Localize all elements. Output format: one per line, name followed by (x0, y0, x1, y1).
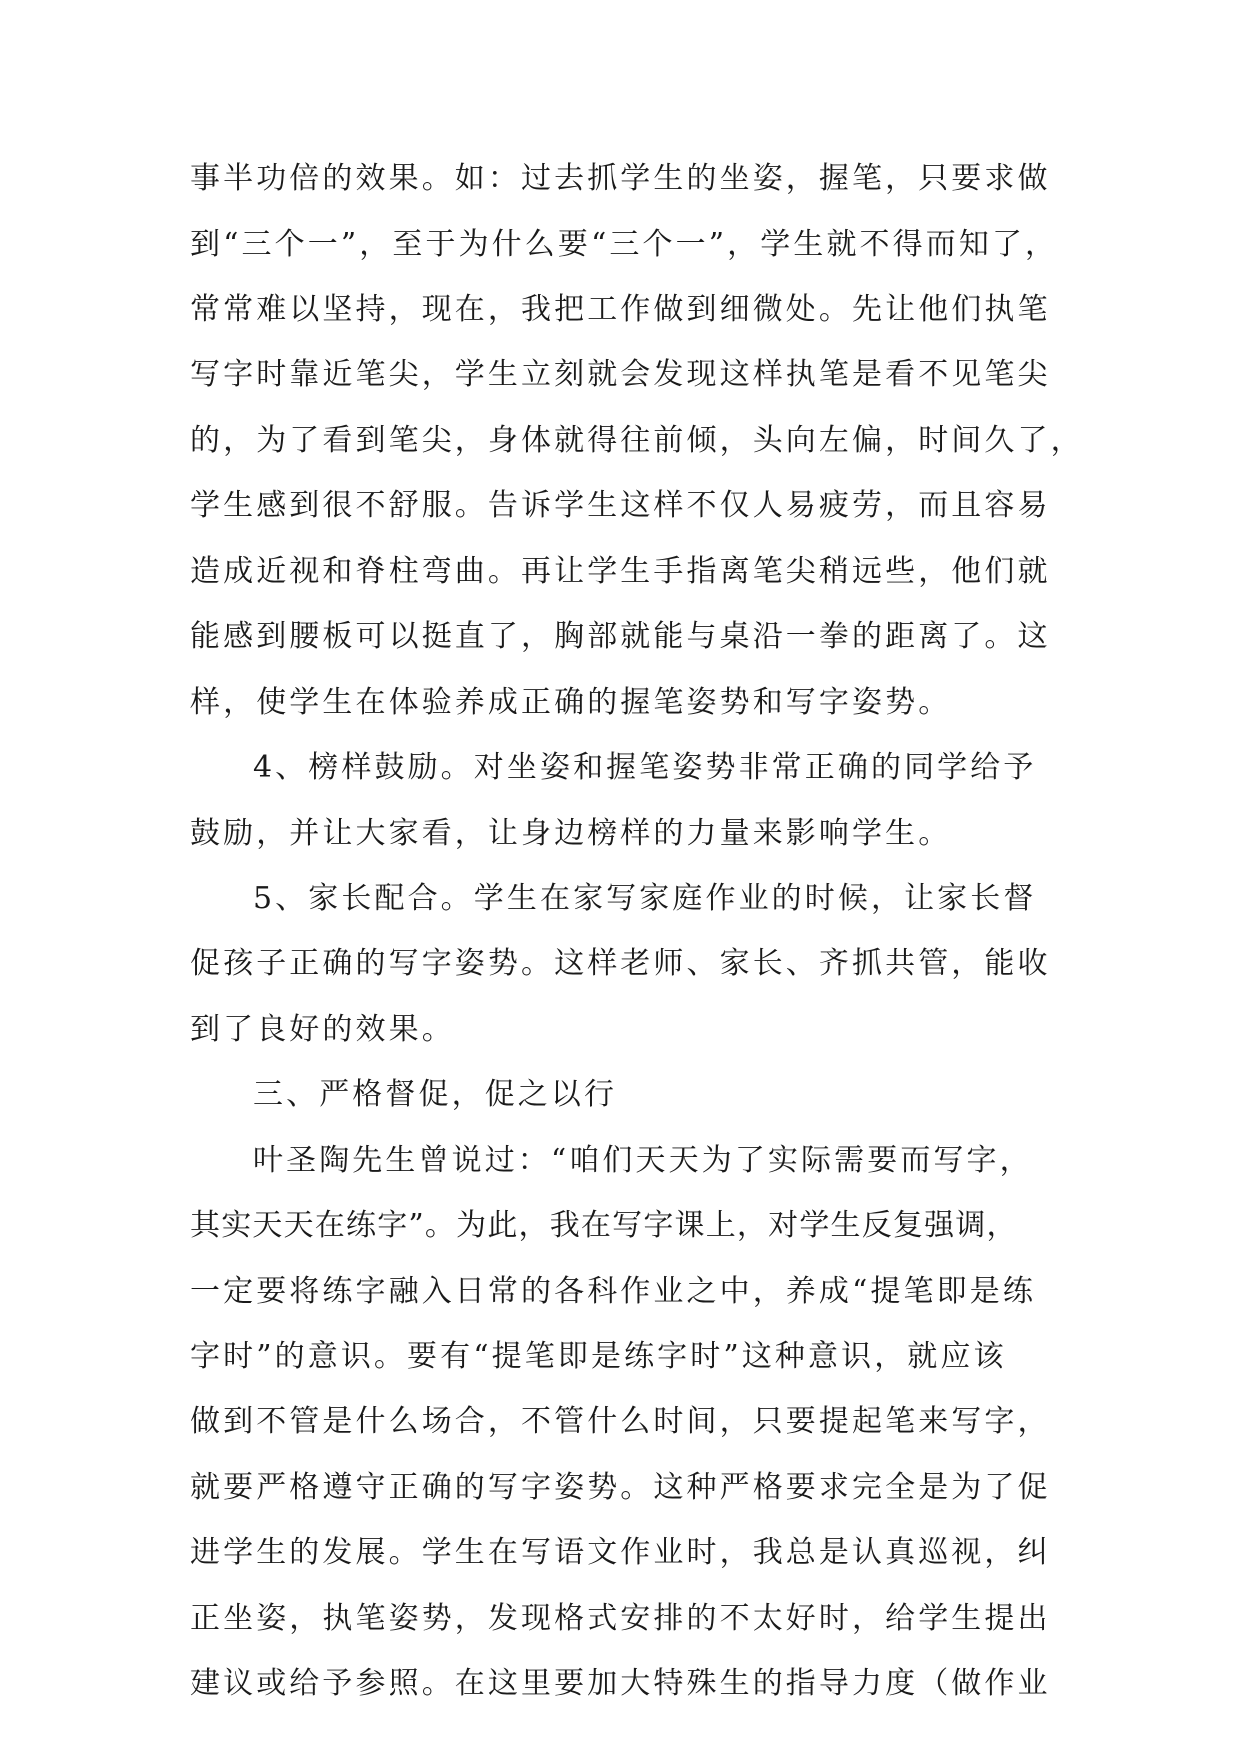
section-heading: 三、严格督促，促之以行 (253, 1077, 618, 1112)
text-line: 造成近视和脊柱弯曲。再让学生手指离笔尖稍远些，他们就 (190, 554, 1051, 589)
text-line: 建议或给予参照。在这里要加大特殊生的指导力度（做作业 (190, 1666, 1051, 1701)
text-line: 其实天天在练字”。为此，我在写字课上，对学生反复强调， (190, 1208, 1018, 1243)
text-line: 到“三个一”，至于为什么要“三个一”，学生就不得而知了， (190, 227, 1059, 262)
text-line: 能感到腰板可以挺直了，胸部就能与桌沿一拳的距离了。这 (190, 619, 1051, 654)
text-line: 4、榜样鼓励。对坐姿和握笔姿势非常正确的同学给予 (253, 750, 1037, 785)
text-line: 的，为了看到笔尖，身体就得往前倾，头向左偏，时间久了， (190, 423, 1084, 458)
text-line: 5、家长配合。学生在家写家庭作业的时候，让家长督 (253, 881, 1037, 916)
text-line: 常常难以坚持，现在，我把工作做到细微处。先让他们执笔 (190, 292, 1051, 327)
text-line: 做到不管是什么场合，不管什么时间，只要提起笔来写字， (190, 1404, 1051, 1439)
text-line: 一定要将练字融入日常的各科作业之中，养成“提笔即是练 (190, 1274, 1036, 1309)
text-line: 样，使学生在体验养成正确的握笔姿势和写字姿势。 (190, 685, 952, 720)
text-line: 字时”的意识。要有“提笔即是练字时”这种意识，就应该 (190, 1339, 1007, 1374)
text-line: 事半功倍的效果。如：过去抓学生的坐姿，握笔，只要求做 (190, 161, 1051, 196)
text-line: 鼓励，并让大家看，让身边榜样的力量来影响学生。 (190, 816, 952, 851)
text-line: 正坐姿，执笔姿势，发现格式安排的不太好时，给学生提出 (190, 1601, 1051, 1636)
text-line: 学生感到很不舒服。告诉学生这样不仅人易疲劳，而且容易 (190, 488, 1051, 523)
text-line: 进学生的发展。学生在写语文作业时，我总是认真巡视，纠 (190, 1535, 1051, 1570)
text-line: 叶圣陶先生曾说过：“咱们天天为了实际需要而写字， (253, 1143, 1033, 1178)
text-line: 促孩子正确的写字姿势。这样老师、家长、齐抓共管，能收 (190, 946, 1051, 981)
text-line: 写字时靠近笔尖，学生立刻就会发现这样执笔是看不见笔尖 (190, 357, 1051, 392)
text-line: 就要严格遵守正确的写字姿势。这种严格要求完全是为了促 (190, 1470, 1051, 1505)
text-line: 到了良好的效果。 (190, 1012, 455, 1047)
